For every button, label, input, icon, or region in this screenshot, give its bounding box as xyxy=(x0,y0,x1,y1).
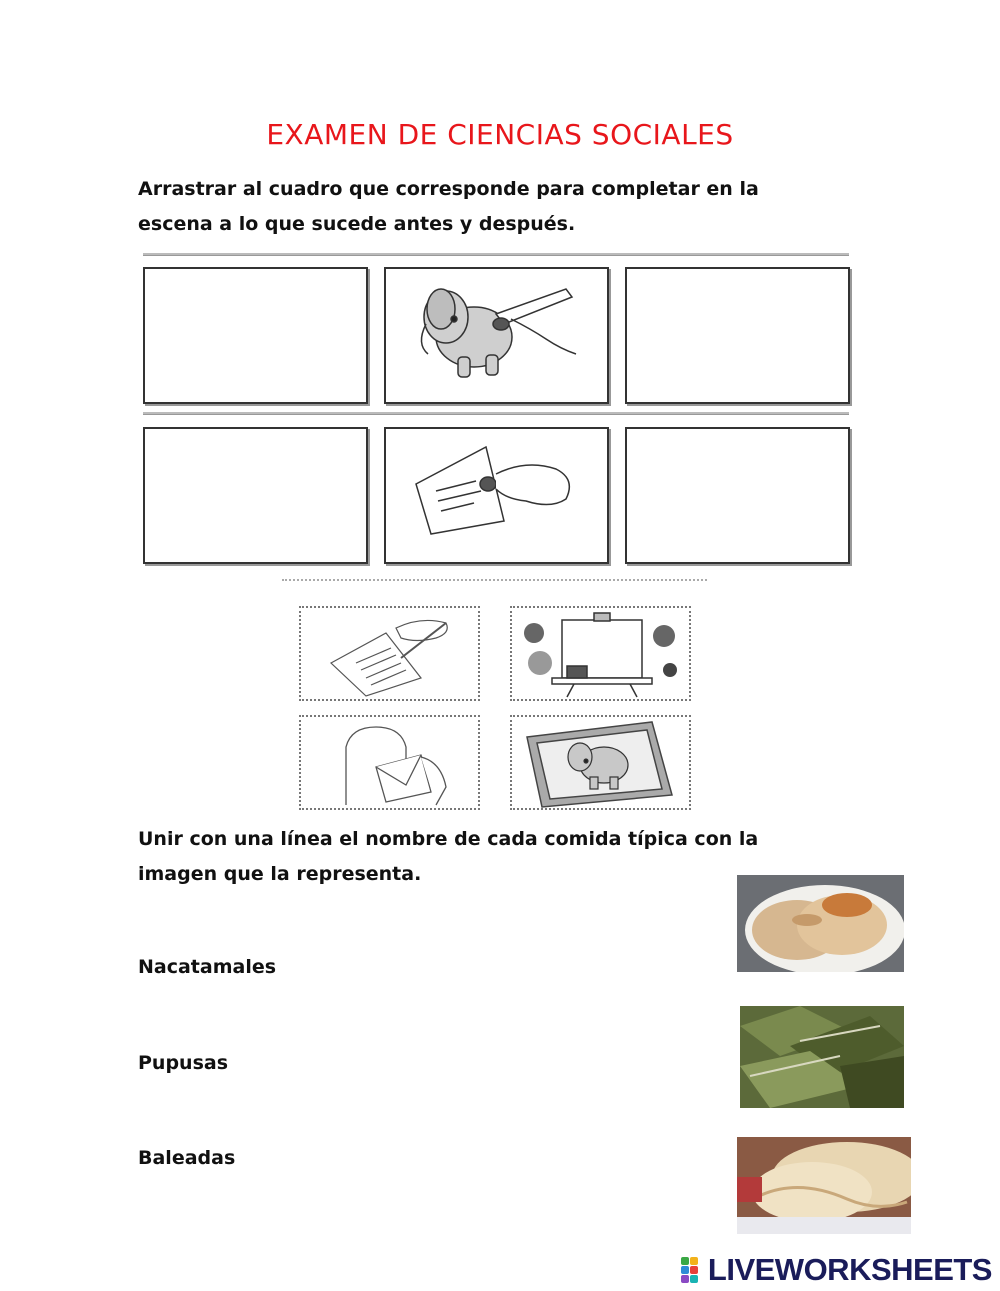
page-title: EXAMEN DE CIENCIAS SOCIALES xyxy=(266,118,734,151)
liveworksheets-text: LIVEWORKSHEETS xyxy=(707,1252,992,1287)
drag-card-writing[interactable] xyxy=(299,606,480,701)
drag-card-envelope[interactable] xyxy=(299,715,480,810)
drag-card-easel[interactable] xyxy=(510,606,691,701)
liveworksheets-logo xyxy=(681,1253,992,1287)
drop-box-after-1[interactable] xyxy=(625,267,850,404)
easel-paint-icon xyxy=(512,608,689,699)
food-name-1[interactable]: Nacatamales xyxy=(138,956,277,978)
scene-box-2 xyxy=(384,427,609,564)
row-divider-middle xyxy=(143,412,849,415)
pupusas-photo xyxy=(737,875,904,972)
scene-box-1 xyxy=(384,267,609,404)
food-photo-pupusas[interactable] xyxy=(737,875,904,972)
food-photo-baleadas[interactable] xyxy=(737,1137,911,1234)
cards-separator xyxy=(282,579,707,581)
nacatamales-photo xyxy=(740,1006,904,1108)
drag-card-framed-elephant[interactable] xyxy=(510,715,691,810)
writing-letter-icon xyxy=(301,608,478,699)
food-photo-nacatamales[interactable] xyxy=(740,1006,904,1108)
drop-box-before-1[interactable] xyxy=(143,267,368,404)
matching-instruction: Unir con una línea el nombre de cada comida típica con la imagen que la representa. xyxy=(138,828,759,885)
letter-hand-icon xyxy=(386,429,607,562)
drop-box-before-2[interactable] xyxy=(143,427,368,564)
food-name-2[interactable]: Pupusas xyxy=(138,1052,229,1074)
baleadas-photo xyxy=(737,1137,911,1234)
drop-box-after-2[interactable] xyxy=(625,427,850,564)
row-divider-top xyxy=(143,253,849,256)
food-name-3[interactable]: Baleadas xyxy=(138,1147,236,1169)
envelope-hand-icon xyxy=(301,717,478,808)
sequence-instruction: Arrastrar al cuadro que corresponde para completar en la escena a lo que sucede antes y después. xyxy=(138,178,759,235)
liveworksheets-icon xyxy=(681,1255,705,1285)
framed-elephant-icon xyxy=(512,717,689,808)
elephant-painting-icon xyxy=(386,269,607,402)
